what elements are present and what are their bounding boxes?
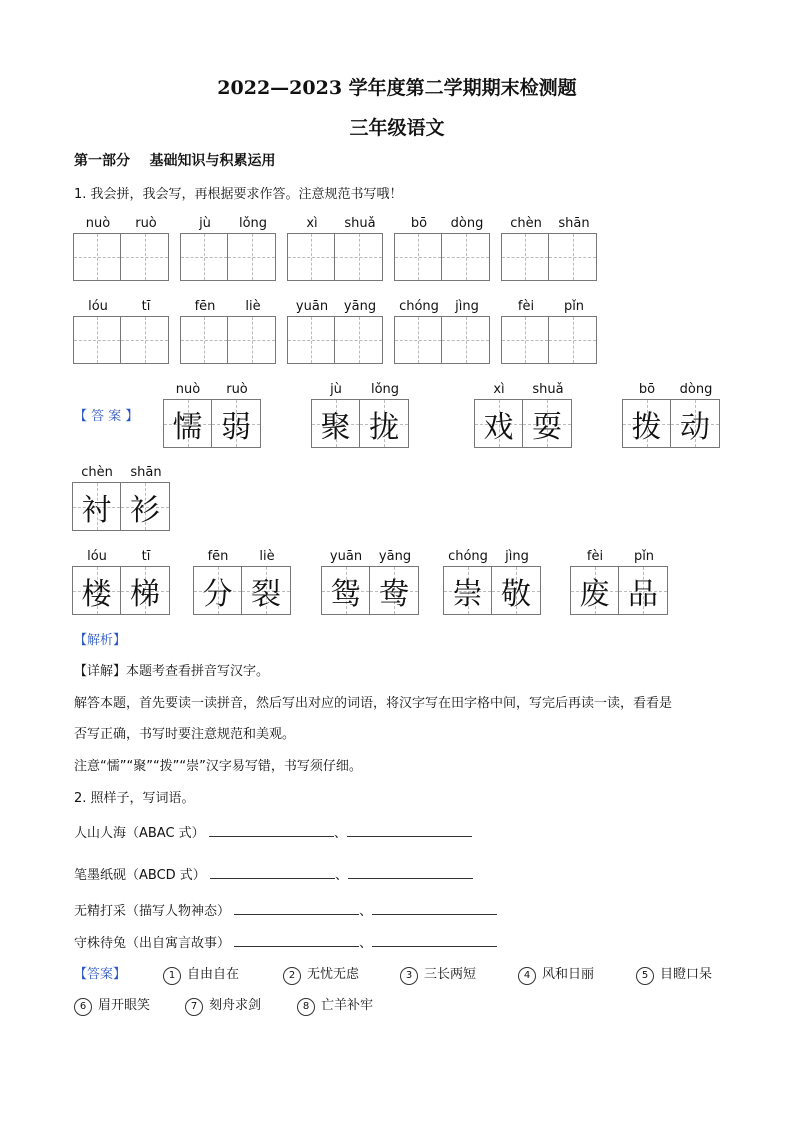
option-text: 风和日丽 [542, 967, 595, 982]
fill-label: 守株待兔（出自寓言故事） [74, 936, 231, 951]
pinyin: shān [130, 465, 162, 480]
write-cell[interactable] [121, 316, 169, 364]
answer-char: 聚 [320, 409, 351, 445]
option-number: 3 [400, 967, 418, 985]
pinyin: yuān [329, 549, 363, 564]
answer-char: 耍 [532, 409, 562, 445]
pinyin: chèn [81, 465, 113, 480]
answer-char: 废 [579, 576, 610, 612]
pinyin: pǐn [563, 299, 585, 314]
answer-char: 懦 [172, 409, 203, 445]
answer-option [185, 994, 261, 1016]
note-text: 注意“懦”“聚”“拨”“崇”汉字易写错，书写须仔细。 [74, 759, 362, 774]
option-number: 2 [283, 967, 301, 985]
fill-label: 人山人海（ABAC 式） [74, 826, 205, 841]
answer-cell [72, 566, 121, 615]
option-text: 亡羊补牢 [321, 998, 374, 1013]
page-subtitle: 三年级语文 [349, 117, 445, 139]
pinyin: lóu [88, 299, 108, 314]
fill-label: 无精打采（描写人物神态） [74, 904, 231, 919]
option-number: 8 [297, 998, 315, 1016]
pinyin: chóng [448, 549, 488, 564]
answer-option [74, 994, 150, 1016]
fill-line [74, 932, 497, 951]
answer-cell [370, 566, 419, 615]
blank-field[interactable] [347, 824, 472, 837]
pinyin: ruò [135, 216, 157, 231]
write-cell[interactable] [228, 316, 276, 364]
blank-field[interactable] [234, 934, 359, 947]
answer-char: 裂 [251, 576, 281, 612]
part-heading: 第一部分 基础知识与积累运用 [74, 153, 276, 169]
option-number: 7 [185, 998, 203, 1016]
answer-option [636, 963, 712, 985]
answer-cell [619, 566, 668, 615]
fill-label: 笔墨纸砚（ABCD 式） [74, 868, 206, 883]
pinyin: lǒng [370, 382, 400, 397]
write-cell[interactable] [549, 233, 597, 281]
write-cell[interactable] [442, 316, 490, 364]
pinyin: bō [638, 382, 656, 397]
pinyin: lóu [87, 549, 107, 564]
blank-field[interactable] [372, 934, 497, 947]
answer-option [283, 963, 359, 985]
pinyin: dòng [450, 216, 484, 231]
option-text: 刻舟求剑 [209, 998, 262, 1013]
answer-cell [212, 399, 261, 448]
pinyin: liè [245, 299, 261, 314]
pinyin: xì [306, 216, 318, 231]
option-text: 目瞪口呆 [660, 967, 713, 982]
answer-cell [492, 566, 541, 615]
pinyin: dòng [679, 382, 713, 397]
answer-cell [311, 399, 360, 448]
separator: 、 [359, 904, 373, 919]
fill-line [74, 900, 497, 919]
answer-char: 戏 [483, 409, 514, 445]
analysis-label: 【解析】 [74, 633, 127, 648]
answer-char: 品 [628, 576, 658, 612]
option-text: 眉开眼笑 [98, 998, 151, 1013]
write-cell[interactable] [501, 233, 549, 281]
pinyin: chóng [399, 299, 439, 314]
write-cell[interactable] [73, 316, 121, 364]
separator: 、 [359, 936, 373, 951]
answer-cell [474, 399, 523, 448]
answer-char: 梯 [130, 576, 160, 612]
answer-cell [671, 399, 720, 448]
pinyin: jù [199, 216, 211, 231]
page-title: 2022—2023 学年度第二学期期末检测题 [217, 77, 577, 99]
answer-char: 动 [680, 409, 710, 445]
pinyin: shuǎ [532, 382, 564, 397]
write-cell[interactable] [180, 316, 228, 364]
pinyin: pǐn [633, 549, 655, 564]
blank-field[interactable] [372, 902, 497, 915]
option-number: 6 [74, 998, 92, 1016]
separator: 、 [334, 868, 348, 883]
pinyin: jìng [455, 299, 479, 314]
write-cell[interactable] [180, 233, 228, 281]
option-text: 自由自在 [187, 967, 240, 982]
pinyin: lǒng [238, 216, 268, 231]
pinyin: shuǎ [344, 216, 376, 231]
pinyin: tī [141, 549, 151, 564]
pinyin: jù [330, 382, 342, 397]
answer-label: 【 答 案 】 [74, 409, 139, 424]
pinyin: bō [410, 216, 428, 231]
explanation-line-2: 否写正确，书写时要注意规范和美观。 [74, 727, 296, 742]
answer-cell [121, 482, 170, 531]
answer-char: 鸳 [330, 576, 361, 612]
pinyin: ruò [226, 382, 248, 397]
answer-cell [360, 399, 409, 448]
answer-cell [163, 399, 212, 448]
pinyin: fèi [586, 549, 604, 564]
option-number: 1 [163, 967, 181, 985]
answer-cell [121, 566, 170, 615]
answer-char: 衫 [130, 492, 160, 528]
answer-option [518, 963, 594, 985]
answer-char: 鸯 [379, 576, 409, 612]
pinyin: yuān [295, 299, 329, 314]
write-cell[interactable] [121, 233, 169, 281]
pinyin: jìng [505, 549, 529, 564]
q1-prompt: 1. 我会拼，我会写，再根据要求作答。注意规范书写哦！ [74, 187, 403, 202]
pinyin: yāng [378, 549, 412, 564]
write-cell[interactable] [394, 316, 442, 364]
option-number: 4 [518, 967, 536, 985]
answer-char: 拢 [369, 409, 399, 445]
answer-char: 楼 [81, 576, 112, 612]
fill-line [74, 864, 473, 883]
answer-cell [242, 566, 291, 615]
write-cell[interactable] [501, 316, 549, 364]
pinyin: fèi [517, 299, 535, 314]
q2-answer-label: 【答案】 [74, 967, 127, 982]
blank-field[interactable] [209, 824, 334, 837]
answer-option [400, 963, 476, 985]
answer-cell [193, 566, 242, 615]
pinyin: liè [259, 549, 275, 564]
write-cell[interactable] [287, 233, 335, 281]
blank-field[interactable] [348, 866, 473, 879]
answer-cell [321, 566, 370, 615]
option-text: 无忧无虑 [307, 967, 360, 982]
write-cell[interactable] [335, 233, 383, 281]
answer-cell [570, 566, 619, 615]
answer-option [163, 963, 239, 985]
answer-char: 弱 [221, 409, 251, 445]
write-cell[interactable] [549, 316, 597, 364]
q2-prompt: 2. 照样子，写词语。 [74, 791, 195, 806]
pinyin: tī [141, 299, 151, 314]
explanation-line-1: 解答本题，首先要读一读拼音，然后写出对应的词语，将汉字写在田字格中间，写完后再读一读，看看是 [74, 696, 673, 711]
answer-option [297, 994, 373, 1016]
write-cell[interactable] [394, 233, 442, 281]
pinyin: nuò [175, 382, 201, 397]
answer-char: 崇 [452, 576, 483, 612]
answer-char: 敬 [501, 576, 531, 612]
answer-char: 衬 [81, 492, 112, 528]
answer-cell [443, 566, 492, 615]
answer-char: 分 [202, 576, 233, 612]
answer-cell [72, 482, 121, 531]
write-cell[interactable] [335, 316, 383, 364]
answer-char: 拨 [631, 409, 662, 445]
pinyin: shān [558, 216, 590, 231]
write-cell[interactable] [228, 233, 276, 281]
fill-line [74, 822, 472, 841]
write-cell[interactable] [442, 233, 490, 281]
pinyin: xì [493, 382, 505, 397]
write-cell[interactable] [287, 316, 335, 364]
answer-cell [622, 399, 671, 448]
separator: 、 [333, 826, 347, 841]
pinyin: chèn [510, 216, 542, 231]
detail-text: 【详解】本题考查看拼音写汉字。 [74, 664, 270, 679]
pinyin: fēn [194, 299, 216, 314]
pinyin: yāng [343, 299, 377, 314]
option-number: 5 [636, 967, 654, 985]
pinyin: nuò [85, 216, 111, 231]
pinyin: fēn [207, 549, 229, 564]
option-text: 三长两短 [424, 967, 477, 982]
answer-cell [523, 399, 572, 448]
blank-field[interactable] [234, 902, 359, 915]
write-cell[interactable] [73, 233, 121, 281]
blank-field[interactable] [210, 866, 335, 879]
